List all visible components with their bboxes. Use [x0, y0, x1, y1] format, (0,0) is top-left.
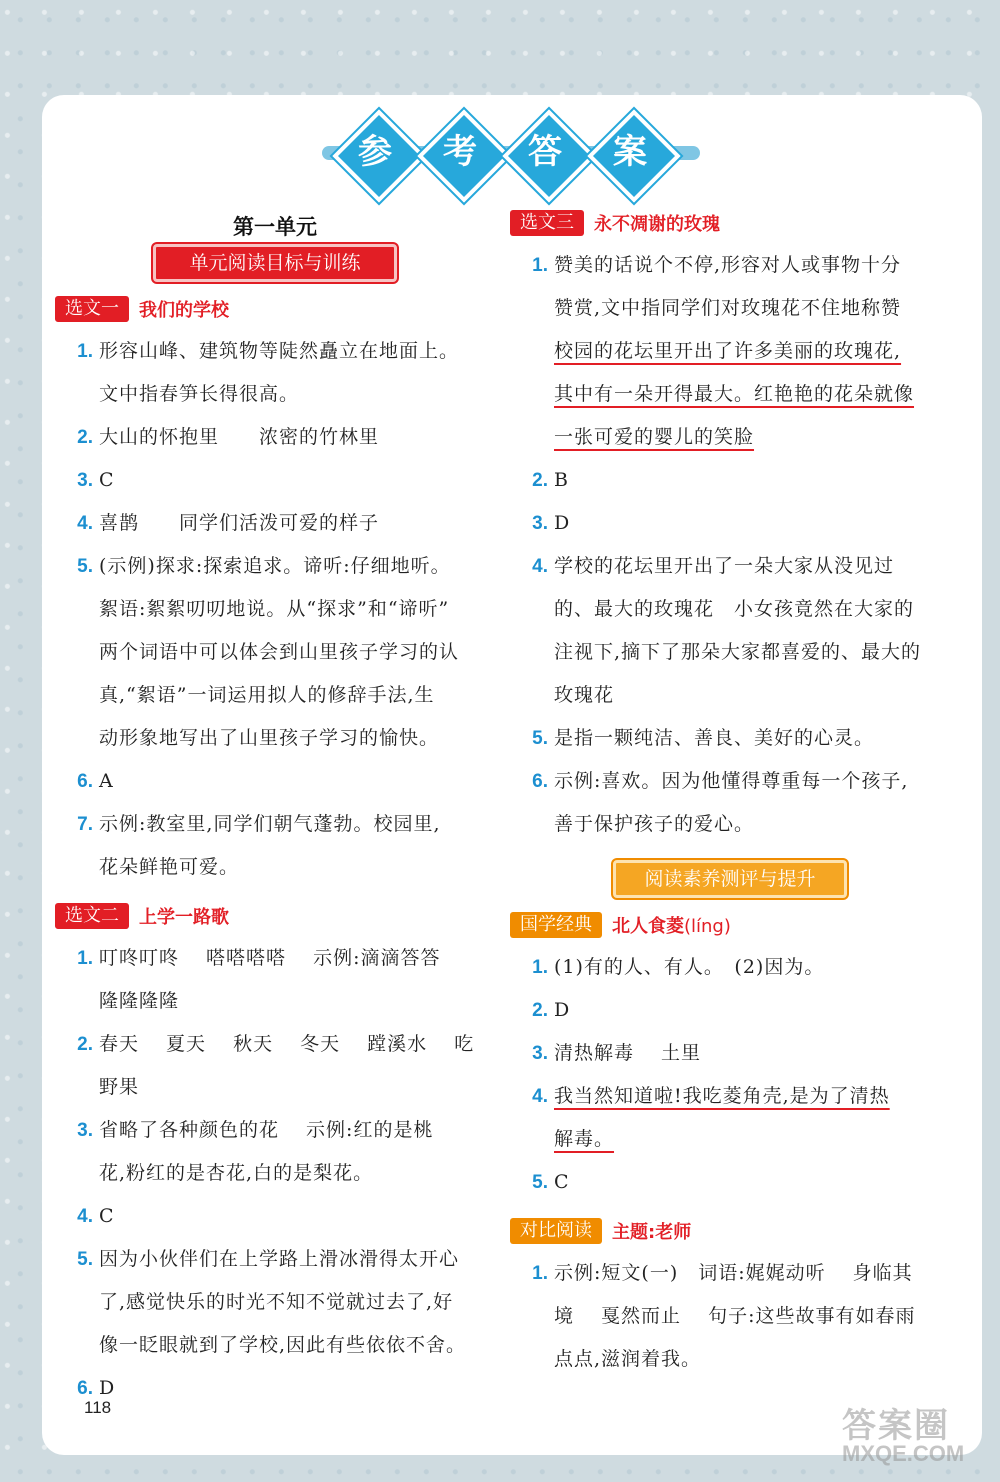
answer-list — [55, 330, 495, 889]
assessment-banner: 阅读素养测评与提升 — [613, 860, 847, 898]
title-char-1: 参 — [340, 117, 410, 187]
answer-list — [55, 937, 495, 1410]
answer-item: 3. D — [532, 512, 571, 534]
answer-item: 5. (示例)探求:探索追求。谛听:仔细地听。 絮语:絮絮叨叨地说。从“探求”和“谛听” 两个词语中可以体会到山里孩子学习的认 真,“絮语”一词运用拟人的修辞手法,生 动形象地写出了山里孩子学习的愉快。 — [77, 555, 460, 749]
answer-item: 2. 春天 夏天 秋天 冬天 蹚溪水 吃 野果 — [77, 1033, 475, 1098]
answer-item: 4. 喜鹊 同学们活泼可爱的样子 — [77, 512, 380, 534]
unit-banner: 单元阅读目标与训练 — [153, 244, 397, 282]
answer-item: 1. 示例:短文(一) 词语:娓娓动听 身临其 境 戛然而止 句子:这些故事有如春雨 点点,滋润着我。 — [532, 1262, 916, 1370]
section-header — [55, 895, 495, 937]
answer-item: 5. 是指一颗纯洁、善良、美好的心灵。 — [532, 727, 875, 749]
section-title: 主题:老师 — [612, 1222, 692, 1243]
watermark-logo: 答案圈 MXQE.COM — [842, 1407, 965, 1466]
answer-item: 2. 大山的怀抱里 浓密的竹林里 — [77, 426, 380, 448]
answer-item: 4. C — [77, 1205, 115, 1227]
section-tag: 选文一 — [55, 296, 129, 322]
answer-item: 3. C — [77, 469, 115, 491]
answer-item: 1. 叮咚叮咚 嗒嗒嗒嗒 示例:滴滴答答 隆隆隆隆 — [77, 947, 441, 1012]
answer-item: 3. 清热解毒 土里 — [532, 1042, 702, 1064]
answer-list — [510, 946, 950, 1204]
section-title: 上学一路歌 — [139, 907, 229, 928]
answer-list — [510, 244, 950, 846]
answer-item: 6. A — [77, 770, 114, 792]
section-title: 北人食菱(líng) — [612, 916, 731, 937]
page-number: 118 — [84, 1398, 112, 1417]
section-title: 我们的学校 — [139, 300, 229, 321]
answer-item: 4. 学校的花坛里开出了一朵大家从没见过 的、最大的玫瑰花 小女孩竟然在大家的 注视下,摘下了那朵大家都喜爱的、最大的 玫瑰花 — [532, 555, 922, 706]
section-header — [510, 1210, 950, 1252]
answer-item: 1. 形容山峰、建筑物等陡然矗立在地面上。 文中指春笋长得很高。 — [77, 340, 460, 405]
section-header — [510, 904, 950, 946]
section-title: 永不凋谢的玫瑰 — [594, 214, 720, 235]
answer-list — [510, 1252, 950, 1381]
answer-item: 7. 示例:教室里,同学们朝气蓬勃。校园里, 花朵鲜艳可爱。 — [77, 813, 441, 878]
section-header — [55, 288, 495, 330]
right-column — [510, 202, 950, 1381]
answer-item: 1. 赞美的话说个不停,形容对人或事物十分 赞赏,文中指同学们对玫瑰花不住地称赞 校园的花坛里开出了许多美丽的玫瑰花, 其中有一朵开得最大。红艳艳的花朵就像 一张可爱的婴儿的笑脸 — [532, 254, 915, 448]
section-tag: 选文三 — [510, 210, 584, 236]
left-column — [55, 200, 495, 1410]
unit-title: 第一单元 — [233, 215, 317, 239]
answer-item: 6. D — [77, 1377, 116, 1399]
section-tag: 国学经典 — [510, 912, 602, 938]
section-tag: 对比阅读 — [510, 1218, 602, 1244]
answer-item: 5. C — [532, 1171, 570, 1193]
answer-item: 2. D — [532, 999, 571, 1021]
answer-item: 5. 因为小伙伴们在上学路上滑冰滑得太开心 了,感觉快乐的时光不知不觉就过去了,好 像一眨眼就到了学校,因此有些依依不舍。 — [77, 1248, 467, 1356]
answer-item: 3. 省略了各种颜色的花 示例:红的是桃 花,粉红的是杏花,白的是梨花。 — [77, 1119, 434, 1184]
answer-item: 1. (1)有的人、有人。 (2)因为。 — [532, 956, 825, 978]
answer-item: 6. 示例:喜欢。因为他懂得尊重每一个孩子, 善于保护孩子的爱心。 — [532, 770, 909, 835]
answer-item: 4. 我当然知道啦!我吃菱角壳,是为了清热 解毒。 — [532, 1085, 890, 1150]
answer-item: 2. B — [532, 469, 569, 491]
title-char-4: 案 — [595, 117, 665, 187]
section-tag: 选文二 — [55, 903, 129, 929]
title-char-3: 答 — [510, 117, 580, 187]
section-header — [510, 202, 950, 244]
title-char-2: 考 — [425, 117, 495, 187]
